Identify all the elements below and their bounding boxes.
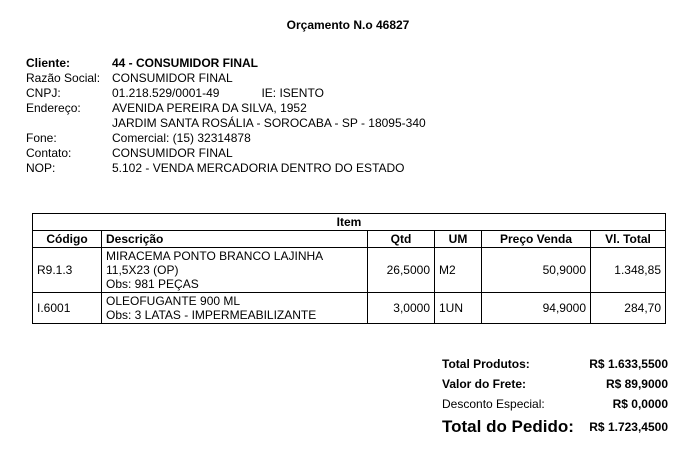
column-header-qtd: Qtd — [368, 231, 435, 248]
client-row — [26, 56, 426, 71]
desc-line: 11,5X23 (OP) — [106, 263, 179, 277]
cell-qtd: 3,0000 — [368, 293, 435, 324]
table-row — [33, 248, 666, 293]
cnpj-row — [26, 86, 426, 101]
desc-line: OLEOFUGANTE 900 ML — [106, 294, 241, 308]
total-produtos-row — [442, 354, 668, 374]
cell-um: M2 — [435, 248, 482, 293]
nop-label: NOP: — [26, 161, 56, 175]
desc-line: MIRACEMA PONTO BRANCO LAJINHA — [106, 249, 324, 263]
cell-descricao — [102, 248, 368, 293]
razao-label: Razão Social: — [26, 71, 101, 85]
fone-label: Fone: — [26, 131, 57, 145]
endereco-label: Endereço: — [26, 101, 81, 115]
client-info — [26, 56, 426, 176]
cell-descricao — [102, 293, 368, 324]
endereco-line2: JARDIM SANTA ROSÁLIA - SOROCABA - SP - 18095-340 — [112, 116, 426, 130]
table-header-row — [33, 231, 666, 248]
total-pedido-label: Total do Pedido: — [442, 417, 574, 436]
table-row — [33, 293, 666, 324]
razao-row — [26, 71, 426, 86]
fone-value: Comercial: (15) 32314878 — [112, 131, 251, 145]
contato-label: Contato: — [26, 146, 72, 160]
cell-preco: 94,9000 — [482, 293, 591, 324]
endereco-row — [26, 101, 426, 116]
desconto-row — [442, 394, 668, 414]
cell-codigo: I.6001 — [33, 293, 102, 324]
client-value: 44 - CONSUMIDOR FINAL — [112, 56, 259, 70]
contato-row — [26, 146, 426, 161]
cell-preco: 50,9000 — [482, 248, 591, 293]
nop-row — [26, 161, 426, 176]
items-table — [32, 213, 666, 324]
column-header-descricao: Descrição — [102, 231, 368, 248]
contato-value: CONSUMIDOR FINAL — [112, 146, 233, 160]
cnpj-label: CNPJ: — [26, 86, 61, 100]
column-header-preco: Preço Venda — [482, 231, 591, 248]
endereco-line1: AVENIDA PEREIRA DA SILVA, 1952 — [112, 101, 307, 115]
column-header-codigo: Código — [33, 231, 102, 248]
total-produtos-value: R$ 1.633,5500 — [589, 357, 668, 371]
desc-obs: Obs: 3 LATAS - IMPERMEABILIZANTE — [106, 308, 317, 322]
fone-row — [26, 131, 426, 146]
totals-block — [442, 354, 668, 440]
cell-um: 1UN — [435, 293, 482, 324]
desc-obs: Obs: 981 PEÇAS — [106, 277, 199, 291]
razao-value: CONSUMIDOR FINAL — [112, 71, 233, 85]
items-section-header: Item — [33, 214, 666, 231]
desconto-value: R$ 0,0000 — [612, 397, 668, 411]
document-title: Orçamento N.o 46827 — [286, 18, 410, 32]
client-label: Cliente: — [26, 56, 71, 70]
endereco-row-2 — [26, 116, 426, 131]
cell-vl-total: 284,70 — [591, 293, 666, 324]
total-produtos-label: Total Produtos: — [442, 357, 530, 371]
cell-codigo: R9.1.3 — [33, 248, 102, 293]
valor-frete-value: R$ 89,9000 — [605, 377, 668, 391]
total-pedido-value: R$ 1.723,4500 — [589, 420, 668, 434]
ie-value: IE: ISENTO — [261, 86, 324, 100]
column-header-um: UM — [435, 231, 482, 248]
column-header-vl-total: Vl. Total — [591, 231, 666, 248]
items-section-header-row — [33, 214, 666, 231]
nop-value: 5.102 - VENDA MERCADORIA DENTRO DO ESTADO — [112, 161, 405, 175]
cnpj-value: 01.218.529/0001-49 — [112, 86, 220, 100]
cell-qtd: 26,5000 — [368, 248, 435, 293]
valor-frete-label: Valor do Frete: — [442, 377, 527, 391]
endereco-spacer — [26, 116, 112, 131]
desconto-label: Desconto Especial: — [442, 397, 545, 411]
total-pedido-row — [442, 414, 668, 440]
valor-frete-row — [442, 374, 668, 394]
cell-vl-total: 1.348,85 — [591, 248, 666, 293]
